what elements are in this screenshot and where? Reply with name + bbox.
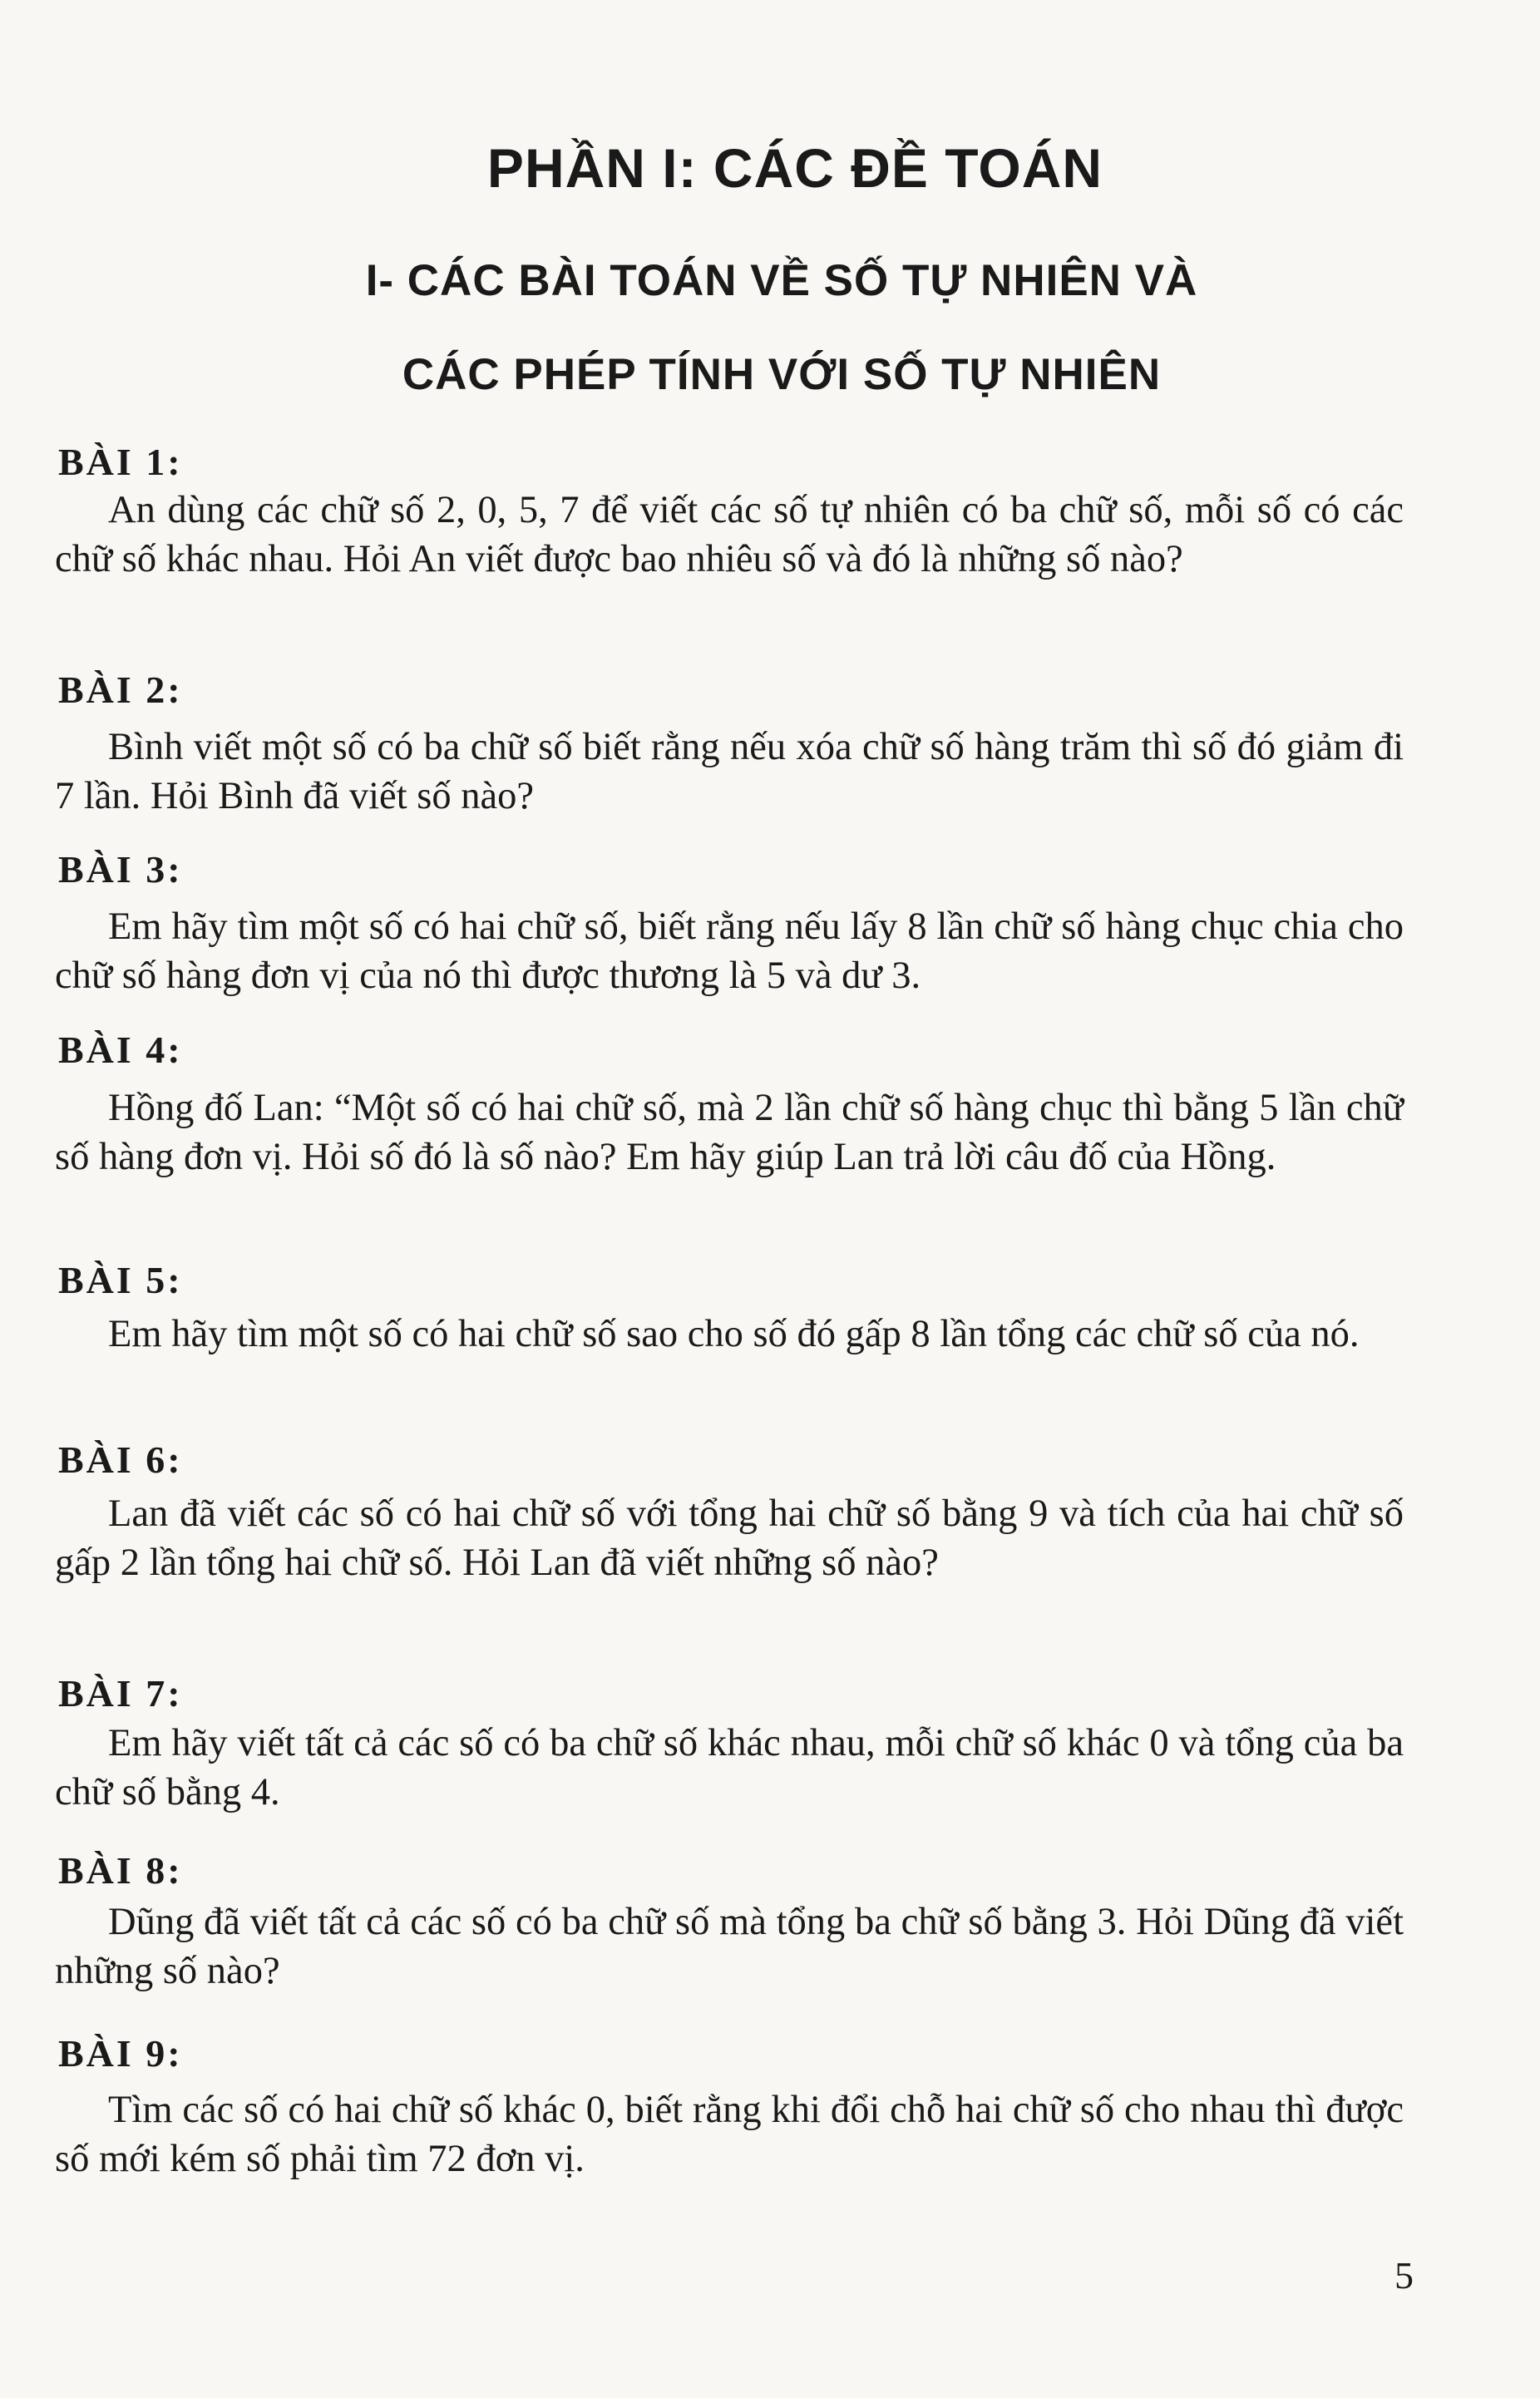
- section-title-line-1: I- CÁC BÀI TOÁN VỀ SỐ TỰ NHIÊN VÀ: [365, 256, 1198, 305]
- problem-1-heading: BÀI 1:: [58, 441, 183, 483]
- problem-9-heading: BÀI 9:: [58, 2032, 183, 2075]
- problem-6-heading: BÀI 6:: [58, 1438, 183, 1481]
- problem-3-text: Em hãy tìm một số có hai chữ số, biết rằng nếu lấy 8 lần chữ số hàng chục chia cho chữ số hàng đơn vị của nó thì được thương là 5 và dư 3.: [55, 905, 1404, 997]
- problem-4-heading: BÀI 4:: [58, 1029, 183, 1071]
- problem-4-text: Hồng đố Lan: “Một số có hai chữ số, mà 2 lần chữ số hàng chục thì bằng 5 lần chữ số hàng đơn vị. Hỏi số đó là số nào? Em hãy giúp Lan trả lời câu đố của Hồng.: [55, 1087, 1404, 1178]
- problem-8-heading: BÀI 8:: [58, 1849, 183, 1892]
- problem-7-heading: BÀI 7:: [58, 1672, 183, 1715]
- problem-2-text: Bình viết một số có ba chữ số biết rằng nếu xóa chữ số hàng trăm thì số đó giảm đi 7 lần. Hỏi Bình đã viết số nào?: [55, 726, 1404, 817]
- problem-9-text: Tìm các số có hai chữ số khác 0, biết rằng khi đổi chỗ hai chữ số cho nhau thì được số mới kém số phải tìm 72 đơn vị.: [55, 2089, 1404, 2180]
- problem-5-text: Em hãy tìm một số có hai chữ số sao cho số đó gấp 8 lần tổng các chữ số của nó.: [108, 1313, 1360, 1355]
- problem-7-text: Em hãy viết tất cả các số có ba chữ số khác nhau, mỗi chữ số khác 0 và tổng của ba chữ số bằng 4.: [55, 1722, 1404, 1813]
- page-number: 5: [1394, 2254, 1414, 2297]
- problem-8-text: Dũng đã viết tất cả các số có ba chữ số mà tổng ba chữ số bằng 3. Hỏi Dũng đã viết những số nào?: [55, 1901, 1404, 1992]
- problem-2-heading: BÀI 2:: [58, 669, 183, 711]
- problem-5-heading: BÀI 5:: [58, 1259, 183, 1301]
- problem-3-heading: BÀI 3:: [58, 848, 183, 891]
- problem-6-text: Lan đã viết các số có hai chữ số với tổng hai chữ số bằng 9 và tích của hai chữ số gấp 2 lần tổng hai chữ số. Hỏi Lan đã viết những số nào?: [55, 1493, 1404, 1584]
- section-title-line-2: CÁC PHÉP TÍNH VỚI SỐ TỰ NHIÊN: [402, 350, 1162, 399]
- problem-1-text: An dùng các chữ số 2, 0, 5, 7 để viết các số tự nhiên có ba chữ số, mỗi số có các chữ số khác nhau. Hỏi An viết được bao nhiêu số và đó là những số nào?: [55, 489, 1404, 580]
- page-title: PHẦN I: CÁC ĐỀ TOÁN: [486, 137, 1103, 199]
